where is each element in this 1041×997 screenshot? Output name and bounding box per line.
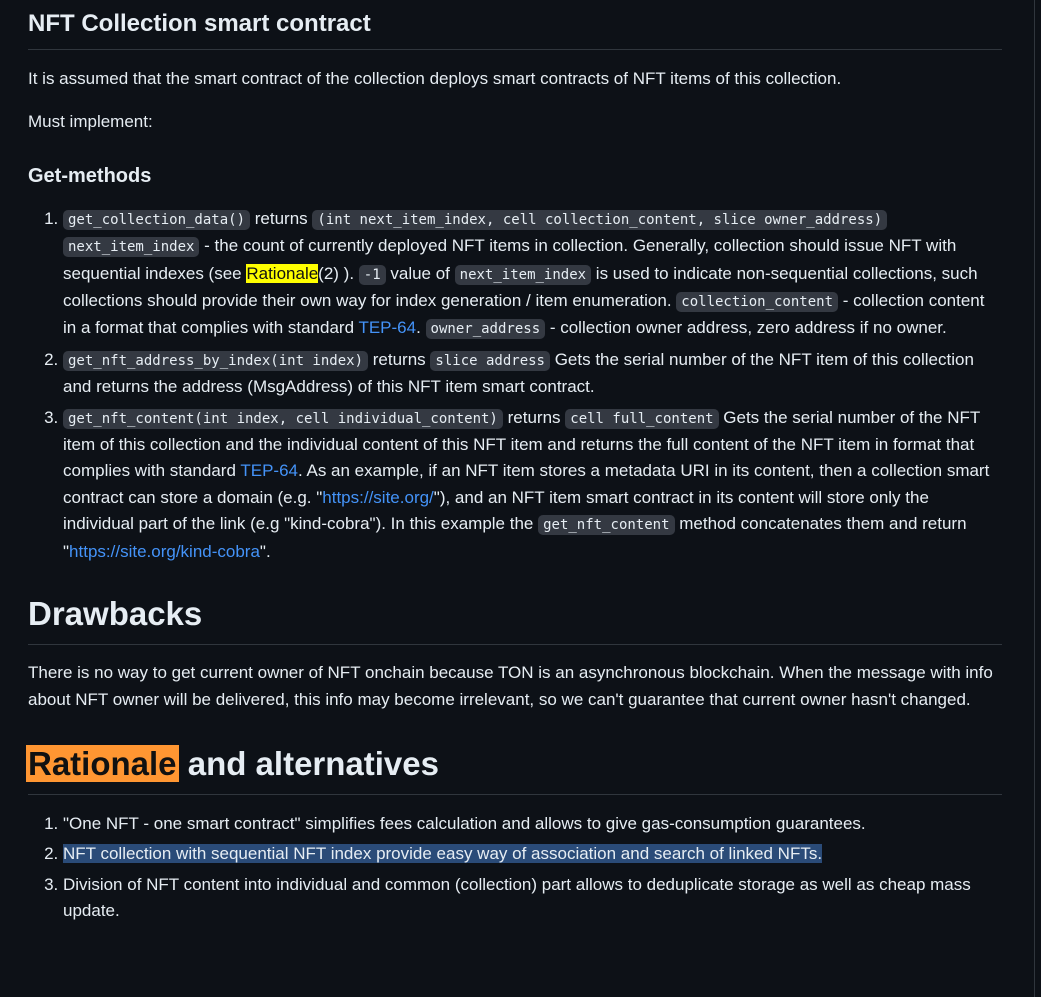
description-text: .	[416, 318, 426, 338]
description-text: (2) ).	[318, 263, 359, 283]
code-field: collection_content	[676, 292, 838, 312]
description-text: . As an example, if an NFT item stores a metadata URI in its content, then a collection smart contract can store a domain (e.g. "	[63, 461, 990, 507]
get-methods-list	[28, 206, 1002, 565]
list-item-get-nft-address	[63, 347, 1002, 401]
tep64-link[interactable]: TEP-64	[240, 461, 298, 481]
description-text: method concatenates them and return "	[63, 514, 967, 561]
tep64-link[interactable]: TEP-64	[358, 318, 417, 338]
intro-paragraph: It is assumed that the smart contract of the collection deploys smart contracts of NFT items of this collection.	[28, 69, 842, 88]
rationale-search-highlight: Rationale	[28, 744, 177, 782]
code-field: next_item_index	[63, 237, 199, 257]
code-field: owner_address	[426, 319, 546, 339]
rationale-item: 1. "One NFT - one smart contract" simplifies fees calculation and allows to give gas-consumption guarantees.	[63, 811, 1002, 837]
rationale-item	[63, 841, 1002, 867]
code-value: -1	[359, 265, 386, 285]
code-field: next_item_index	[455, 265, 591, 285]
scrollbar-track	[1034, 0, 1035, 997]
description-text: Gets the serial number of the NFT item of this collection and the individual content of this NFT item and returns the full content of the NFT item in format that complies with standard	[63, 407, 980, 481]
returns-label: returns	[254, 208, 308, 228]
returns-label: returns	[507, 407, 561, 427]
code-method-name: get_nft_address_by_index(int index)	[63, 351, 368, 371]
code-return-type: slice address	[430, 351, 550, 371]
code-method-name: get_collection_data()	[63, 210, 250, 230]
description-text: Gets the serial number of the NFT item of this collection and returns the address (MsgAddress) of this NFT item smart contract.	[63, 349, 974, 397]
code-method-name: get_nft_content(int index, cell individual_content)	[63, 409, 503, 429]
heading-drawbacks: Drawbacks	[28, 594, 1002, 645]
selected-text: NFT collection with sequential NFT index provide easy way of association and search of linked NFTs.	[63, 844, 823, 864]
heading-rationale	[28, 744, 1002, 795]
rationale-item: 3. Division of NFT content into individual and common (collection) part allows to deduplicate storage as well as cheap mass update.	[63, 872, 1002, 925]
subheading-get-methods: Get-methods	[28, 164, 152, 187]
description-text: ".	[259, 541, 271, 561]
description-text: "), and an NFT item smart contract in its content will store only the individual part of the link (e.g "kind-cobra"). In this example the	[63, 487, 929, 534]
code-method-name: get_nft_content	[538, 515, 674, 535]
heading-rationale-rest: and alternatives	[178, 744, 439, 782]
description-text: is used to indicate non-sequential collections, such collections should provide their own way for index generation / item enumeration.	[63, 263, 978, 311]
rationale-list	[28, 811, 1002, 925]
returns-label: returns	[372, 349, 426, 369]
code-return-type: cell full_content	[565, 409, 718, 429]
list-item-get-collection-data	[63, 206, 1002, 343]
code-return-type: (int next_item_index, cell collection_content, slice owner_address)	[312, 210, 887, 230]
drawbacks-paragraph: There is no way to get current owner of NFT onchain because TON is an asynchronous blockchain. When the message with info about NFT owner will be delivered, this info may become irrelevant, so we can't guarantee that current owner hasn't changed.	[28, 663, 993, 709]
description-text: - collection content in a format that complies with standard	[63, 291, 985, 338]
section-heading-nft-collection: NFT Collection smart contract	[28, 0, 1002, 50]
site-domain-link[interactable]: https://site.org/	[322, 487, 434, 507]
description-text: - collection owner address, zero address if no owner.	[545, 318, 947, 338]
list-item-get-nft-content	[63, 405, 1002, 565]
description-text: value of	[385, 263, 455, 283]
rationale-link[interactable]: Rationale	[246, 263, 319, 283]
site-full-link[interactable]: https://site.org/kind-cobra	[69, 541, 260, 561]
description-text: - the count of currently deployed NFT items in collection. Generally, collection should issue NFT with sequential indexes (see	[63, 236, 957, 283]
markdown-body	[28, 0, 1002, 925]
must-implement-label: Must implement:	[28, 112, 153, 132]
